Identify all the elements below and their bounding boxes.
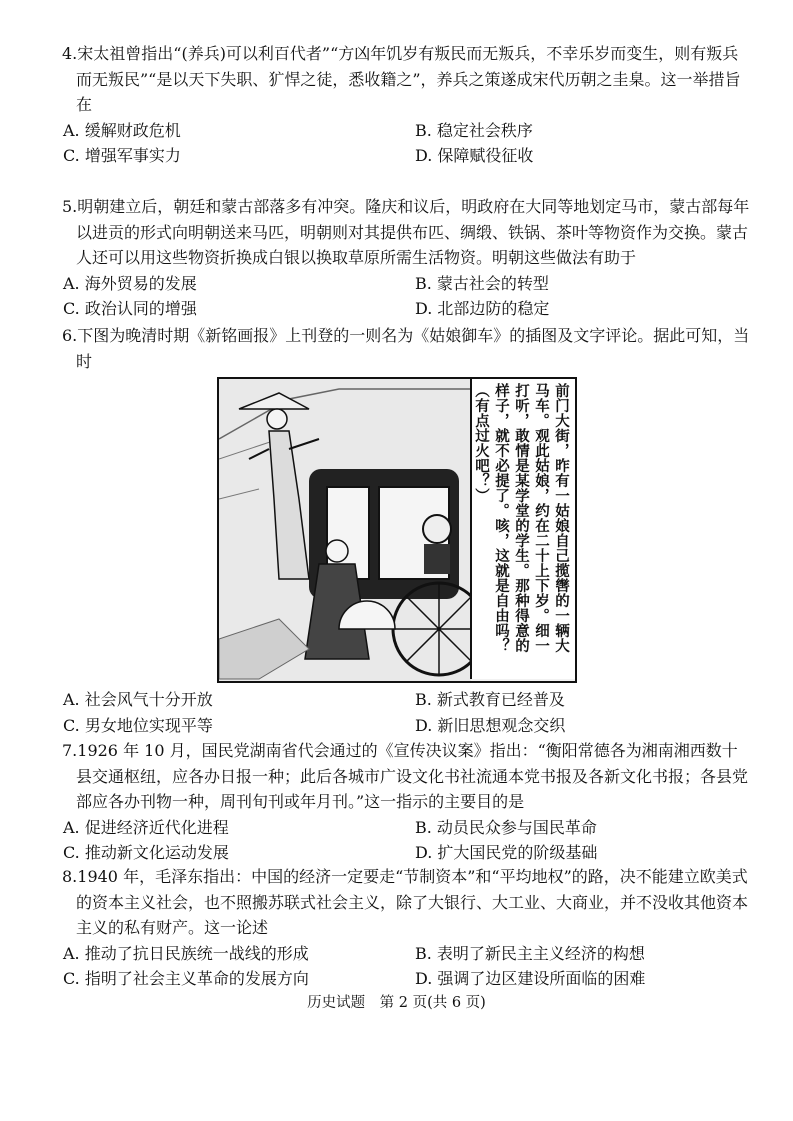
- question-4: [62, 41, 752, 169]
- option-c[interactable]: C. 指明了社会主义革命的发展方向: [63, 969, 309, 988]
- option-c[interactable]: C. 政治认同的增强: [63, 299, 197, 318]
- option-d[interactable]: D. 强调了边区建设所面临的困难: [415, 969, 646, 988]
- option-b[interactable]: B. 新式教育已经普及: [415, 690, 565, 709]
- caption-column: 样子，就不必提了。咳，这就是自由吗？: [493, 383, 509, 653]
- option-c[interactable]: C. 推动新文化运动发展: [63, 843, 229, 862]
- option-d[interactable]: D. 北部边防的稳定: [415, 299, 550, 318]
- option-d[interactable]: D. 新旧思想观念交织: [415, 715, 566, 735]
- page-footer: 历史试题 第 2 页(共 6 页): [307, 995, 486, 1011]
- caption-box: [470, 377, 576, 679]
- option-a[interactable]: A. 推动了抗日民族统一战线的形成: [63, 943, 309, 963]
- carriage-illustration: [219, 379, 471, 681]
- option-b[interactable]: B. 表明了新民主主义经济的构想: [415, 943, 645, 963]
- caption-column: 打听，敢情是某学堂的学生。那种得意的: [513, 383, 529, 653]
- question-stem: 6.下图为晚清时期《新铭画报》上刊登的一则名为《姑娘御车》的插图及文字评论。据此可知，当时: [62, 326, 750, 371]
- caption-column: （有点过火吧？）: [473, 383, 489, 503]
- option-a[interactable]: A. 缓解财政危机: [63, 120, 181, 140]
- option-d[interactable]: D. 保障赋役征收: [415, 146, 534, 165]
- option-d[interactable]: D. 扩大国民党的阶级基础: [415, 843, 598, 862]
- question-8: [62, 864, 752, 992]
- question-6-options: [62, 687, 752, 738]
- question-stem: 5.明朝建立后，朝廷和蒙古部落多有冲突。隆庆和议后，明政府在大同等地划定马市，蒙古部每年以进贡的形式向明朝送来马匹，明朝则对其提供布匹、绸缎、铁锅、茶叶等物资作为交换。蒙古人还可以用这些物资折换成白银以换取草原所需生活物资。明朝这些做法有助于: [62, 197, 750, 267]
- question-7: [62, 738, 752, 866]
- options: [62, 118, 752, 169]
- options: [62, 941, 752, 992]
- option-c[interactable]: C. 增强军事实力: [63, 146, 181, 165]
- question-stem: 7.1926 年 10 月，国民党湖南省代会通过的《宣传决议案》指出：“衡阳常德各为湘南湘西数十县交通枢纽，应各办日报一种；此后各城市广设文化书社流通本党书报及各新文化书报；各县党部应各办刊物一种，周刊旬刊或年月刊。”这一指示的主要目的是: [62, 741, 749, 811]
- question-6: [62, 323, 752, 374]
- options: [62, 815, 752, 866]
- option-a[interactable]: A. 海外贸易的发展: [63, 273, 197, 293]
- option-c[interactable]: C. 男女地位实现平等: [63, 715, 213, 735]
- option-b[interactable]: B. 稳定社会秩序: [415, 120, 533, 140]
- options: [62, 271, 752, 322]
- question-5: [62, 194, 752, 322]
- caption-column: 前门大街，昨有一姑娘自己揽辔的一辆大: [553, 383, 569, 653]
- option-a[interactable]: A. 促进经济近代化进程: [63, 817, 229, 837]
- option-a[interactable]: A. 社会风气十分开放: [63, 690, 213, 709]
- question-stem: 4.宋太祖曾指出“(养兵)可以利百代者”“方凶年饥岁有叛民而无叛兵，不幸乐岁而变生，则有叛兵而无叛民”“是以天下失职、犷悍之徒，悉收籍之”，养兵之策遂成宋代历朝之圭臬。这一举措旨在: [62, 44, 741, 114]
- question-stem: 8.1940 年，毛泽东指出：中国的经济一定要走“节制资本”和“平均地权”的路，决不能建立欧美式的资本主义社会，也不照搬苏联式社会主义，除了大银行、大工业、大商业，并不没收其他资本主义的私有财产。这一论述: [62, 867, 749, 937]
- caption-column: 马车。观此姑娘，约在二十上下岁。细一: [533, 383, 549, 653]
- option-b[interactable]: B. 蒙古社会的转型: [415, 273, 549, 293]
- illustration-figure: [217, 377, 577, 683]
- options: [62, 687, 752, 738]
- option-b[interactable]: B. 动员民众参与国民革命: [415, 817, 597, 837]
